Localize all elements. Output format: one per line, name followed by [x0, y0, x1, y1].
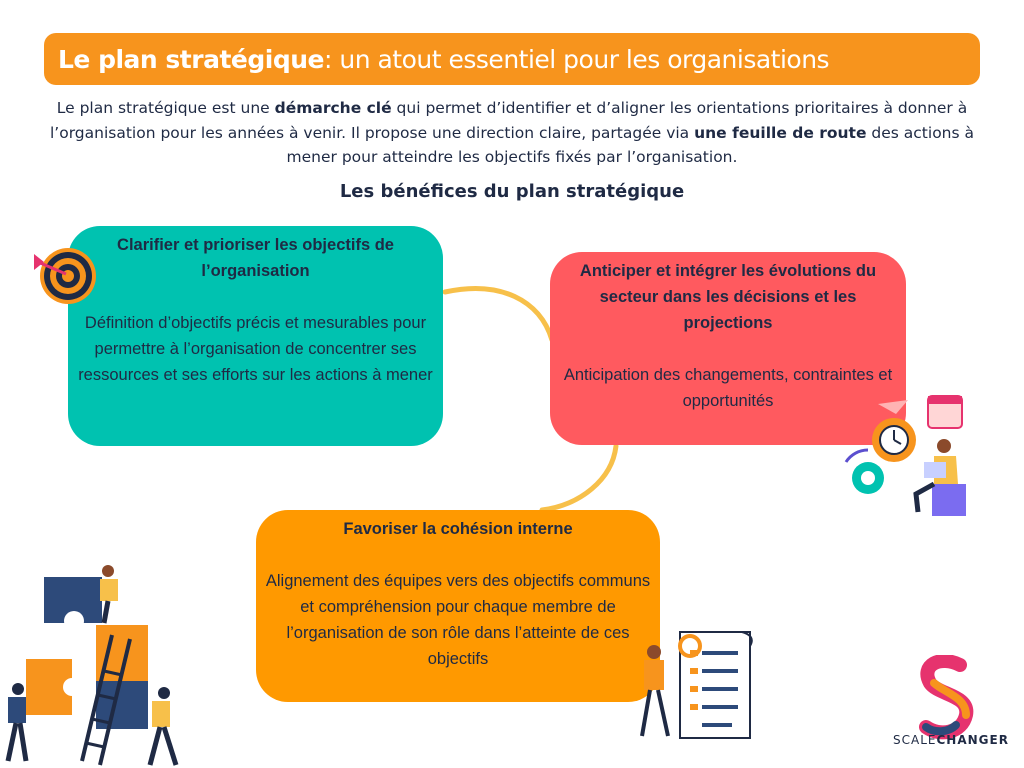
benefit-card-cohesion — [256, 510, 660, 702]
benefit-card-clarify — [68, 226, 443, 446]
scalechanger-logo — [890, 655, 1000, 745]
card-title: Anticiper et intégrer les évolutions du secteur dans les décisions et les projections — [579, 262, 877, 332]
intro-bold-2: une feuille de route — [694, 123, 867, 142]
gears-clock-icon — [838, 392, 978, 522]
logo-text-bold: CHANGER — [936, 733, 1009, 747]
logo-text-light: SCALE — [893, 733, 937, 747]
card-body: Définition d’objectifs précis et mesurables pour permettre à l’organisation de concentrer ses ressources et ses efforts sur les actions à mener — [78, 314, 433, 384]
card-title: Favoriser la cohésion interne — [343, 520, 573, 538]
title-bold: Le plan stratégique — [58, 44, 324, 74]
card-body: Alignement des équipes vers des objectifs communs et compréhension pour chaque membre de l’organisation de son rôle dans l’atteinte de ces objectifs — [265, 572, 651, 668]
section-subtitle: Les bénéfices du plan stratégique — [339, 181, 685, 202]
intro-text-2: qui permet d’identifier et d’aligner les orientations prioritaires à donner à l’organisation pour les années à venir. Il propose une direction claire, partagée via — [49, 99, 968, 142]
connector-curve-1 — [445, 289, 552, 340]
intro-text-1: Le plan stratégique est une — [56, 99, 275, 117]
title-rest: : un atout essentiel pour les organisations — [323, 44, 830, 74]
logo-text — [893, 733, 1009, 747]
target-icon — [30, 244, 100, 310]
checklist-illustration — [632, 628, 762, 746]
intro-bold-1: démarche clé — [274, 99, 392, 117]
connector-curve-2 — [542, 446, 616, 510]
card-title: Clarifier et prioriser les objectifs de l’organisation — [117, 236, 394, 280]
intro-text-3: des actions à mener pour atteindre les objectifs fixés par l’organisation. — [286, 123, 975, 166]
card-body: Anticipation des changements, contraintes et opportunités — [563, 366, 893, 410]
puzzle-team-illustration — [0, 565, 190, 768]
